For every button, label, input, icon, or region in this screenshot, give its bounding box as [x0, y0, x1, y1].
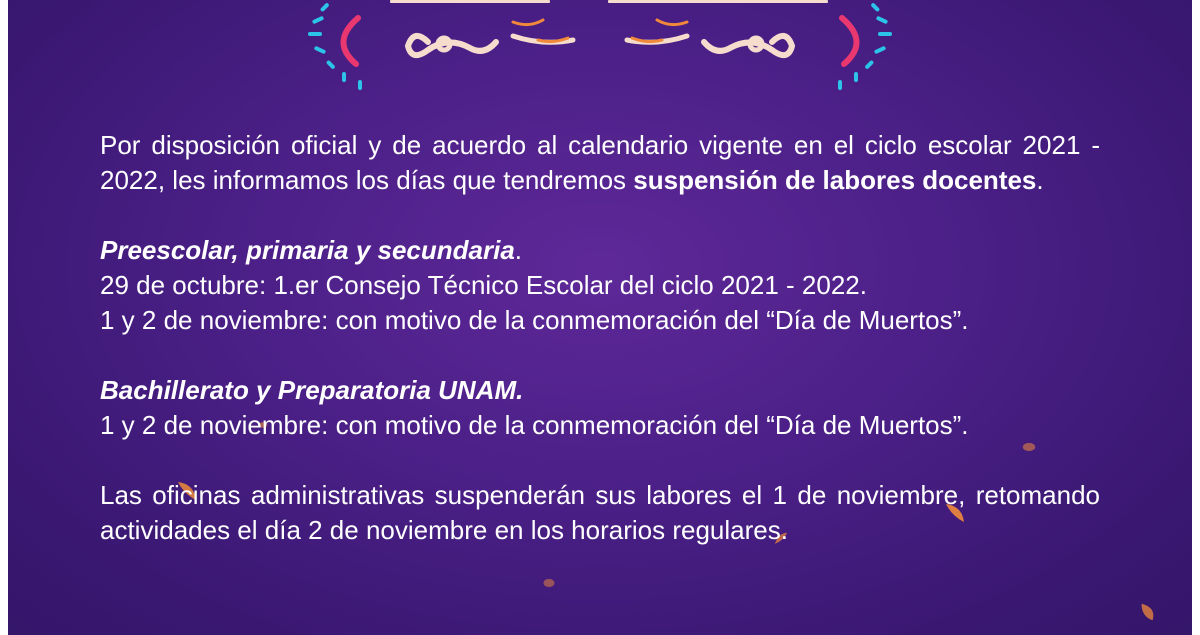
offices-paragraph: Las oficinas administrativas suspenderán sus labores el 1 de noviembre, retomando actividades el día 2 de noviembre en los horarios regulares. [100, 480, 1100, 545]
intro-emphasis: suspensión de labores docentes [633, 165, 1037, 195]
decorative-flourish-icon [8, 0, 1192, 100]
section1-heading-end: . [514, 235, 523, 265]
marigold-petal-icon [540, 574, 558, 592]
announcement-body [100, 128, 1100, 548]
section1-line2: 1 y 2 de noviembre: con motivo de la conmemoración del “Día de Muertos”. [100, 305, 969, 335]
section1-line1: 29 de octubre: 1.er Consejo Técnico Escolar del ciclo 2021 - 2022. [100, 270, 867, 300]
section1-heading: Preescolar, primaria y secundaria [100, 235, 515, 265]
section-bachillerato [100, 373, 1100, 443]
marigold-petal-icon [1136, 600, 1160, 624]
intro-text: Por disposición oficial y de acuerdo al calendario vigente en el ciclo escolar 2021 - 2022, les informamos los días que tendremos [100, 130, 1100, 195]
section2-line1: 1 y 2 de noviembre: con motivo de la conmemoración del “Día de Muertos”. [100, 410, 969, 440]
intro-paragraph [100, 128, 1100, 198]
section2-heading: Bachillerato y Preparatoria UNAM. [100, 375, 524, 405]
section-preescolar [100, 233, 1100, 338]
intro-end: . [1036, 165, 1044, 195]
announcement-panel [8, 0, 1192, 635]
